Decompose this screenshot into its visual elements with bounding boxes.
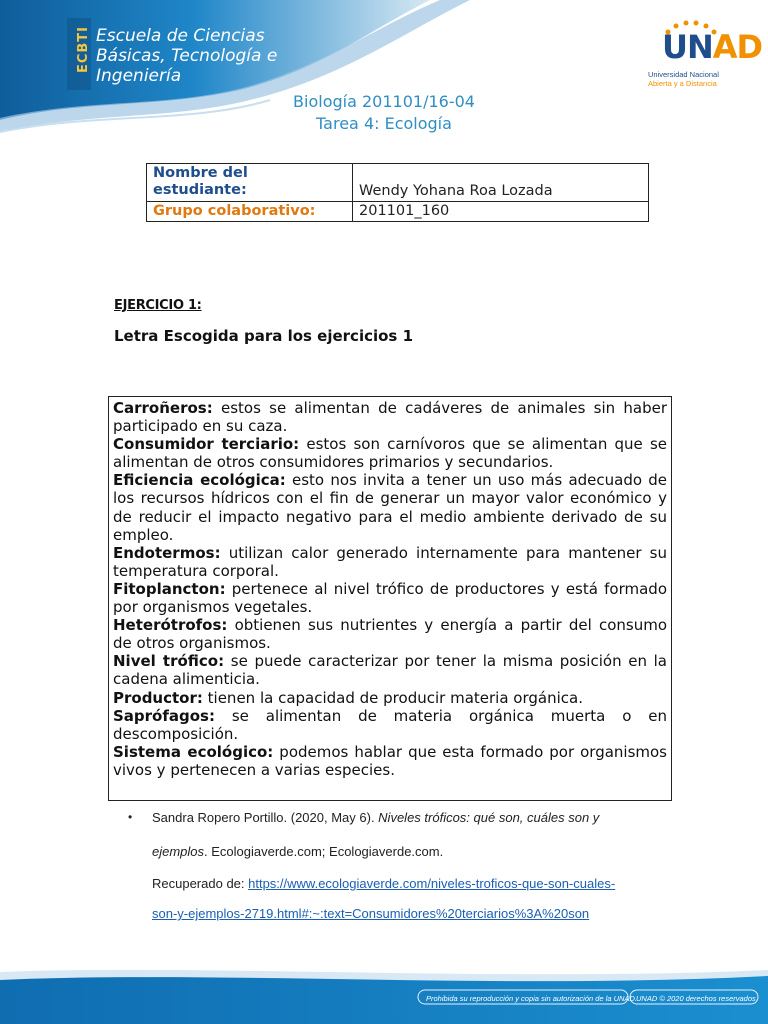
reference-link[interactable]: https://www.ecologiaverde.com/niveles-troficos-que-son-cuales- xyxy=(248,876,616,891)
definition-item xyxy=(113,652,667,688)
definition-item xyxy=(113,471,667,543)
school-line-1: Escuela de Ciencias xyxy=(96,26,265,46)
exercise-subheading: Letra Escogida para los ejercicios 1 xyxy=(114,327,414,345)
definition-term: Fitoplancton: xyxy=(113,579,226,598)
ecbti-badge: ECBTI xyxy=(76,25,92,74)
group-value: 201101_160 xyxy=(353,202,649,222)
logo-subtitle-1: Universidad Nacional xyxy=(648,70,719,79)
definition-term: Sistema ecológico: xyxy=(113,742,274,761)
definitions-box xyxy=(108,396,672,801)
reference-line-2: ejemplos. Ecologiaverde.com; Ecologiaverde.com. xyxy=(152,844,444,859)
definition-text: se puede caracterizar por tener la misma posición en la cadena alimenticia. xyxy=(113,652,667,689)
definition-text: podemos hablar que esta formado por organismos vivos y pertenecen a varias especies. xyxy=(113,742,667,779)
definition-term: Carroñeros: xyxy=(113,399,213,417)
definition-text: tienen la capacidad de producir materia orgánica. xyxy=(202,688,583,707)
bullet-icon: • xyxy=(128,810,133,824)
footer-copyright: UNAD © 2020 derechos reservados xyxy=(636,994,756,1003)
logo-wordmark: UNAD xyxy=(662,28,763,66)
definition-term: Heterótrofos: xyxy=(113,616,228,635)
reference-line-3: Recuperado de: https://www.ecologiaverde.com/niveles-troficos-que-son-cuales- xyxy=(152,876,616,891)
definition-text: estos son carnívoros que se alimentan que se alimentan de otros consumidores primarios y secundarios. xyxy=(113,435,667,472)
name-value: Wendy Yohana Roa Lozada xyxy=(353,164,649,202)
definition-text: estos se alimentan de cadáveres de animales sin haber participado en su caza. xyxy=(113,399,667,436)
unad-logo xyxy=(648,18,763,90)
footer-banner xyxy=(0,960,768,1024)
school-line-3: Ingeniería xyxy=(96,66,182,86)
footer-notice: Prohibida su reproducción y copia sin autorización de la UNAD. xyxy=(426,994,637,1003)
course-title: Biología 201101/16-04 xyxy=(293,92,475,111)
reference-line-1: Sandra Ropero Portillo. (2020, May 6). Niveles tróficos: qué son, cuáles son y xyxy=(152,810,600,825)
definition-text: pertenece al nivel trófico de productores y está formado por organismos vegetales. xyxy=(113,579,667,617)
definition-item xyxy=(113,743,667,779)
task-title: Tarea 4: Ecología xyxy=(316,114,452,133)
reference-line-4 xyxy=(152,906,589,921)
table-row xyxy=(147,202,649,222)
definition-item xyxy=(113,707,667,743)
definition-term: Consumidor terciario: xyxy=(113,435,300,454)
logo-subtitle-2: Abierta y a Distancia xyxy=(648,79,717,88)
definition-item xyxy=(113,616,667,652)
footer-background xyxy=(0,960,768,1024)
student-info-table xyxy=(146,163,649,222)
definition-term: Saprófagos: xyxy=(113,706,215,725)
reference-link-continued[interactable]: son-y-ejemplos-2719.html#:~:text=Consumidores%20terciarios%3A%20son xyxy=(152,906,590,921)
name-label: Nombre del estudiante: xyxy=(147,164,353,202)
definition-item xyxy=(113,544,667,580)
definition-text: obtienen sus nutrientes y energía a partir del consumo de otros organismos. xyxy=(113,616,667,653)
definition-term: Nivel trófico: xyxy=(113,652,225,671)
definition-term: Endotermos: xyxy=(113,543,221,562)
definition-term: Eficiencia ecológica: xyxy=(113,471,286,490)
exercise-heading: EJERCICIO 1: xyxy=(114,298,202,313)
definition-text: esto nos invita a tener un uso más adecuado de los recursos hídricos con el fin de generar un mayor valor económico y de reducir el impacto negativo para el medio ambiente derivado de su empleo. xyxy=(113,471,668,544)
definition-item xyxy=(113,580,667,616)
definition-item xyxy=(113,689,667,707)
school-name xyxy=(96,26,277,86)
definition-term: Productor: xyxy=(113,688,203,707)
definition-text: utilizan calor generado internamente para mantener su temperatura corporal. xyxy=(113,543,667,580)
definition-item xyxy=(113,399,667,435)
school-line-2: Básicas, Tecnología e xyxy=(96,46,278,66)
group-label: Grupo colaborativo: xyxy=(147,202,353,222)
definition-item xyxy=(113,435,667,471)
table-row xyxy=(147,164,649,202)
definition-text: se alimentan de materia orgánica muerta o en descomposición. xyxy=(113,706,667,743)
